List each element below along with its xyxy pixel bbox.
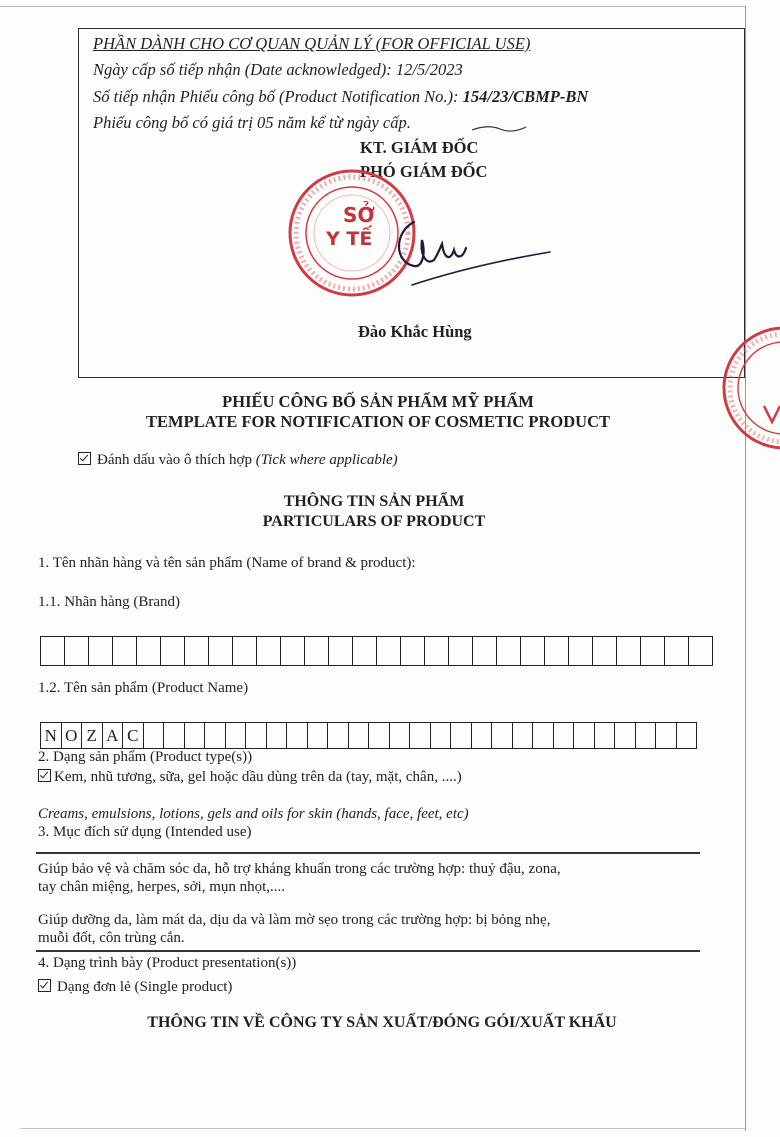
brand-char-box — [41, 636, 65, 666]
question-1-1: 1.1. Nhãn hàng (Brand) — [38, 594, 181, 610]
product-name-char-box — [574, 722, 595, 749]
product-name-char-box — [328, 722, 349, 749]
product-name-char-box — [533, 722, 554, 749]
brand-char-box — [257, 636, 281, 666]
checkbox-checked-icon — [38, 769, 51, 782]
brand-char-box — [377, 636, 401, 666]
notification-number-line — [93, 87, 588, 107]
product-name-char-box — [164, 722, 185, 749]
presentation-option-label: Dạng đơn lẻ (Single product) — [57, 979, 233, 995]
brand-char-box — [401, 636, 425, 666]
product-name-char-box — [144, 722, 165, 749]
product-name-char-box: A — [103, 722, 124, 749]
signer-name: Đào Khắc Hùng — [358, 322, 472, 341]
product-name-char-box — [472, 722, 493, 749]
intended-use-1-line2: tay chân miệng, herpes, sởi, mụn nhọt,.... — [38, 879, 286, 895]
product-name-char-box — [677, 722, 698, 749]
brand-char-box — [209, 636, 233, 666]
product-name-char-box — [185, 722, 206, 749]
brand-char-box — [329, 636, 353, 666]
brand-char-box — [569, 636, 593, 666]
product-type-option — [38, 769, 462, 786]
tick-note-en: (Tick where applicable) — [255, 452, 398, 468]
product-name-char-box: N — [41, 722, 62, 749]
brand-character-boxes — [40, 636, 713, 666]
brand-char-box — [161, 636, 185, 666]
question-3: 3. Mục đích sử dụng (Intended use) — [38, 824, 252, 840]
product-type-option-label: Kem, nhũ tương, sữa, gel hoặc dầu dùng trên da (tay, mặt, chân, ....) — [54, 769, 462, 785]
product-type-option-en: Creams, emulsions, lotions, gels and oils for skin (hands, face, feet, etc) — [38, 806, 469, 822]
date-acknowledged-line — [93, 60, 463, 80]
product-name-char-box — [595, 722, 616, 749]
signer-title-1: KT. GIÁM ĐỐC — [360, 138, 479, 157]
section-title-company: THÔNG TIN VỀ CÔNG TY SẢN XUẤT/ĐÓNG GÓI/XUẤT KHẨU — [147, 1014, 617, 1031]
notification-number-label: Số tiếp nhận Phiếu công bố (Product Notification No.): — [93, 87, 463, 106]
presentation-option — [38, 979, 232, 996]
product-name-char-box: O — [62, 722, 83, 749]
intended-use-2-line1: Giúp dưỡng da, làm mát da, dịu da và làm mờ sẹo trong các trường hợp: bị bỏng nhẹ, — [38, 912, 551, 928]
brand-char-box — [137, 636, 161, 666]
brand-char-box — [665, 636, 689, 666]
brand-char-box — [545, 636, 569, 666]
question-1-2: 1.2. Tên sản phẩm (Product Name) — [38, 680, 249, 696]
brand-char-box — [281, 636, 305, 666]
date-acknowledged-value: 12/5/2023 — [395, 60, 463, 79]
intended-use-1-line1: Giúp bảo vệ và chăm sóc da, hỗ trợ kháng khuẩn trong các trường hợp: thuỷ đậu, zona, — [38, 861, 561, 877]
intended-use-2-line2: muỗi đốt, côn trùng cắn. — [38, 930, 185, 946]
brand-char-box — [353, 636, 377, 666]
date-acknowledged-label: Ngày cấp số tiếp nhận (Date acknowledged): — [93, 60, 396, 79]
notification-number-value: 154/23/CBMP-BN — [462, 87, 589, 106]
product-name-character-boxes — [40, 722, 697, 749]
section-title-en: PARTICULARS OF PRODUCT — [262, 513, 486, 530]
product-name-char-box — [226, 722, 247, 749]
product-name-char-box — [410, 722, 431, 749]
product-name-char-box — [451, 722, 472, 749]
brand-char-box — [593, 636, 617, 666]
brand-char-box — [425, 636, 449, 666]
brand-char-box — [521, 636, 545, 666]
product-name-char-box — [615, 722, 636, 749]
question-1: 1. Tên nhãn hàng và tên sản phẩm (Name of brand & product): — [38, 555, 416, 571]
product-name-char-box — [656, 722, 677, 749]
question-4: 4. Dạng trình bày (Product presentation(s)) — [38, 955, 297, 971]
brand-char-box — [65, 636, 89, 666]
product-name-char-box — [554, 722, 575, 749]
brand-char-box — [689, 636, 713, 666]
validity-scribble — [470, 118, 530, 138]
product-name-char-box — [636, 722, 657, 749]
product-name-char-box: Z — [82, 722, 103, 749]
brand-char-box — [113, 636, 137, 666]
brand-char-box — [89, 636, 113, 666]
product-name-char-box — [349, 722, 370, 749]
tick-note-vi: Đánh dấu vào ô thích hợp — [97, 452, 256, 468]
product-name-char-box — [267, 722, 288, 749]
product-name-char-box — [287, 722, 308, 749]
signature — [392, 210, 557, 295]
brand-char-box — [449, 636, 473, 666]
seal-text-line1: SỞ — [343, 203, 375, 227]
brand-char-box — [305, 636, 329, 666]
brand-char-box — [233, 636, 257, 666]
product-name-char-box — [369, 722, 390, 749]
page-edge-right — [745, 6, 746, 1131]
brand-char-box — [473, 636, 497, 666]
question-2: 2. Dạng sản phẩm (Product type(s)) — [38, 749, 253, 765]
product-name-char-box — [308, 722, 329, 749]
brand-char-box — [617, 636, 641, 666]
brand-char-box — [185, 636, 209, 666]
partial-seal-right — [722, 318, 780, 460]
official-use-heading: PHẦN DÀNH CHO CƠ QUAN QUẢN LÝ (FOR OFFICIAL USE) — [93, 34, 531, 53]
product-name-char-box — [205, 722, 226, 749]
form-title-vi: PHIẾU CÔNG BỐ SẢN PHẨM MỸ PHẨM — [222, 392, 534, 411]
page-edge-bottom — [20, 1128, 745, 1129]
brand-char-box — [497, 636, 521, 666]
tick-note — [78, 452, 398, 469]
divider-line — [36, 852, 700, 854]
form-title-en: TEMPLATE FOR NOTIFICATION OF COSMETIC PRODUCT — [145, 412, 610, 431]
product-name-char-box: C — [123, 722, 144, 749]
brand-char-box — [641, 636, 665, 666]
divider-line — [36, 950, 700, 952]
seal-text-line2: Y TẾ — [326, 228, 373, 250]
product-name-char-box — [246, 722, 267, 749]
section-title-vi: THÔNG TIN SẢN PHẨM — [283, 493, 465, 510]
product-name-char-box — [492, 722, 513, 749]
checkbox-checked-icon — [38, 979, 51, 992]
product-name-char-box — [431, 722, 452, 749]
checkbox-checked-icon — [78, 452, 91, 465]
product-name-char-box — [390, 722, 411, 749]
product-name-char-box — [513, 722, 534, 749]
page-edge-top — [0, 6, 745, 7]
validity-line: Phiếu công bố có giá trị 05 năm kể từ ngày cấp. — [93, 113, 411, 132]
signer-title-2: PHÓ GIÁM ĐỐC — [360, 162, 488, 181]
